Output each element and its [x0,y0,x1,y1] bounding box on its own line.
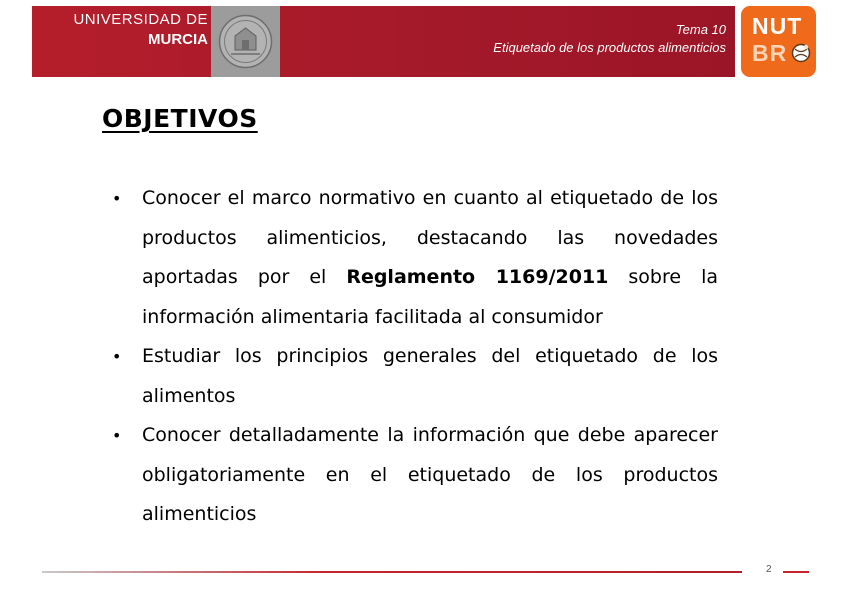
objectives-list [112,179,718,535]
seal-emblem-icon [217,12,274,71]
objective-1-text: Conocer el marco normativo en cuanto al etiquetado de los productos alimenticios, destacando las novedades aportadas por el [142,187,718,288]
footer-divider-short [783,571,809,573]
objective-1-text-end: sobre la información alimentaria facilitada al consumidor [142,266,718,328]
objective-item-3 [112,416,718,535]
objective-2-text: Estudiar los principios generales del etiquetado de los alimentos [142,345,718,407]
university-seal [211,6,280,77]
topic-header [493,21,726,57]
bullet-icon: • [112,426,122,445]
topic-title: Etiquetado de los productos alimenticios [493,40,726,55]
slide-title: OBJETIVOS [102,104,258,133]
university-name-line2: MURCIA [148,31,208,48]
logo-bro-text: BR [752,40,788,66]
ball-icon [791,43,811,63]
objective-3-text: Conocer detalladamente la información que debe aparecer obligatoriamente en el etiquetado de los productos alimenticios [142,424,718,525]
university-name-line1: UNIVERSIDAD DE [73,11,208,28]
regulation-reference: Reglamento 1169/2011 [346,266,609,288]
page-number: 2 [766,564,772,575]
nutbro-logo [741,6,816,77]
topic-number: Tema 10 [675,22,726,37]
bullet-icon: • [112,347,122,366]
logo-nut-text: NUT [752,13,803,39]
footer-divider [42,571,742,573]
objective-item-1 [112,179,718,337]
bullet-icon: • [112,189,122,208]
objective-item-2 [112,337,718,416]
university-logo [58,12,208,47]
